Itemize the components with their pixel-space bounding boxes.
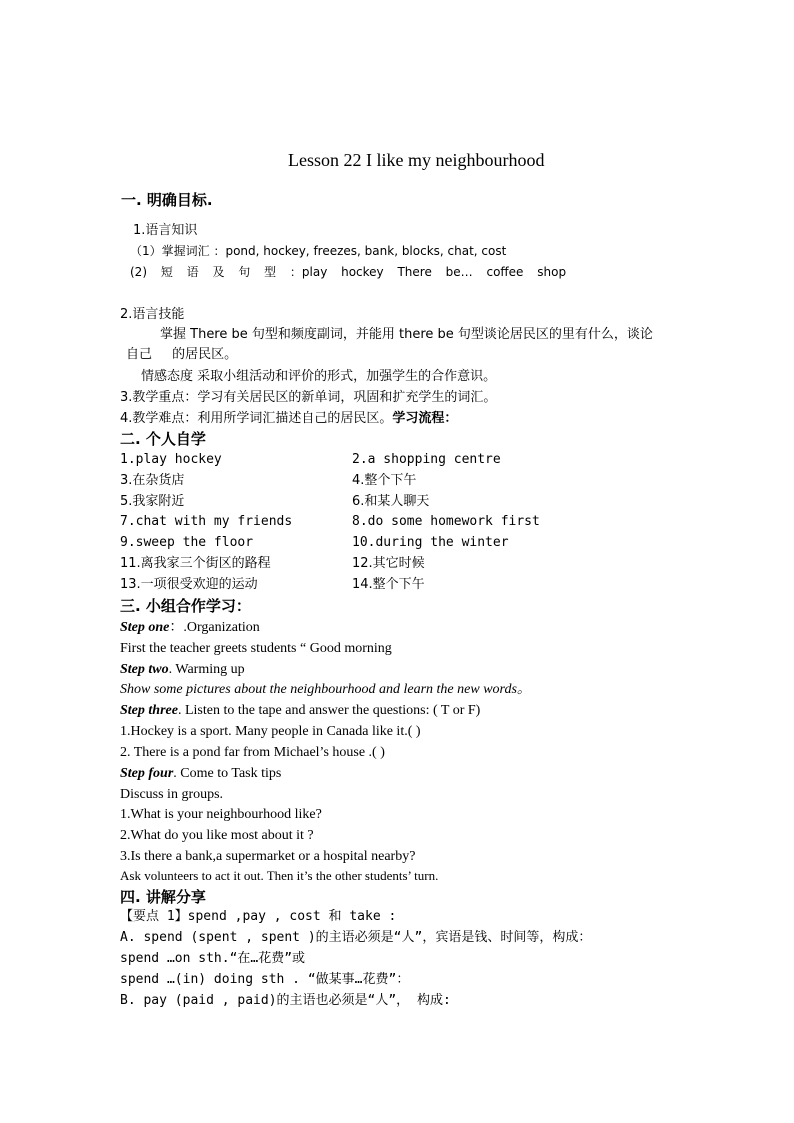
question-2: 2. There is a pond far from Michael’s house .( ) — [120, 745, 385, 760]
self-study-item: 2.a shopping centre — [352, 452, 501, 467]
step-two-desc: Show some pictures about the neighbourhood and learn the new words。 — [120, 682, 531, 697]
section4-heading: 四. 讲解分享 — [120, 888, 206, 906]
language-knowledge: 1.语言知识 — [133, 223, 198, 238]
step-two-text: . Warming up — [168, 662, 245, 677]
difficulty-line — [120, 412, 457, 427]
key-point-1: 【要点 1】spend ,pay , cost 和 take : — [120, 909, 397, 924]
key-point: 3.教学重点：学习有关居民区的新单词，巩固和扩充学生的词汇。 — [120, 390, 497, 405]
self-study-item: 14.整个下午 — [352, 576, 425, 592]
emotion-line: 情感态度 采取小组活动和评价的形式，加强学生的合作意识。 — [141, 369, 497, 384]
self-study-item: 11.离我家三个街区的路程 — [120, 556, 271, 571]
self-study-item: 9.sweep the floor — [120, 535, 254, 551]
self-study-item: 13.一项很受欢迎的运动 — [120, 576, 258, 592]
section3-heading: 三. 小组合作学习： — [120, 597, 251, 615]
self-study-item: 10.during the winter — [352, 535, 509, 551]
page-title: Lesson 22 I like my neighbourhood — [288, 150, 545, 170]
self-study-item: 1.play hockey — [120, 452, 222, 467]
step-one-desc: First the teacher greets students “ Good morning — [120, 641, 392, 656]
spend-on: spend …on sth.“在…花费”或 — [120, 951, 306, 966]
step-one — [120, 620, 260, 636]
section1-heading: 一. 明确目标. — [121, 191, 213, 209]
step-three — [120, 703, 480, 719]
step-one-text: ：.Organization — [169, 620, 260, 635]
self-study-item: 4.整个下午 — [352, 472, 417, 488]
step-one-label: Step one — [120, 620, 170, 635]
vocab-line: （1）掌握词汇 ：pond, hockey, freezes, bank, blocks, chat, cost — [130, 244, 507, 258]
spend-doing: spend …(in) doing sth . “做某事…花费”： — [120, 972, 410, 987]
self-study-item: 12.其它时候 — [352, 556, 425, 571]
step-two-label: Step two — [120, 662, 169, 677]
skills-text-1: 掌握 There be 句型和频度副词，并能用 there be 句型谈论居民区的里有什么，谈论 — [160, 327, 653, 342]
step-four-text: . Come to Task tips — [173, 766, 282, 781]
language-skills: 2.语言技能 — [120, 307, 185, 322]
skills-text-2: 自己 的居民区。 — [126, 347, 238, 362]
self-study-item: 6.和某人聊天 — [352, 493, 430, 509]
pay-rule: B. pay (paid , paid)的主语也必须是“人”， 构成: — [120, 993, 451, 1008]
self-study-item: 5.我家附近 — [120, 493, 185, 509]
step-four-label: Step four — [120, 766, 174, 781]
step-three-text: . Listen to the tape and answer the questions: ( T or F) — [177, 703, 481, 718]
self-study-item: 8.do some homework first — [352, 514, 540, 530]
question-1: 1.Hockey is a sport. Many people in Canada like it.( ) — [120, 724, 421, 739]
discussion-question-1: 1.What is your neighbourhood like? — [120, 807, 322, 822]
discussion-question-2: 2.What do you like most about it ? — [120, 828, 314, 843]
section2-heading: 二. 个人自学 — [120, 430, 206, 448]
self-study-item: 3.在杂货店 — [120, 472, 185, 488]
discuss-line: Discuss in groups. — [120, 787, 224, 802]
volunteers-line: Ask volunteers to act it out. Then it’s the other students’ turn. — [120, 868, 439, 883]
step-four — [120, 766, 281, 782]
spend-rule: A. spend (spent , spent )的主语必须是“人”，宾语是钱、时间等，构成： — [120, 930, 592, 945]
flow-label: 学习流程： — [392, 411, 458, 426]
step-three-label: Step three — [120, 703, 178, 718]
step-two — [120, 662, 245, 678]
phrases-line: (2) 短 语 及 句 型 ：play hockey There be… coffee shop — [130, 265, 567, 279]
difficulty-text: 4.教学难点：利用所学词汇描述自己的居民区。 — [120, 411, 393, 426]
self-study-item: 7.chat with my friends — [120, 514, 293, 530]
discussion-question-3: 3.Is there a bank,a supermarket or a hospital nearby? — [120, 849, 416, 864]
